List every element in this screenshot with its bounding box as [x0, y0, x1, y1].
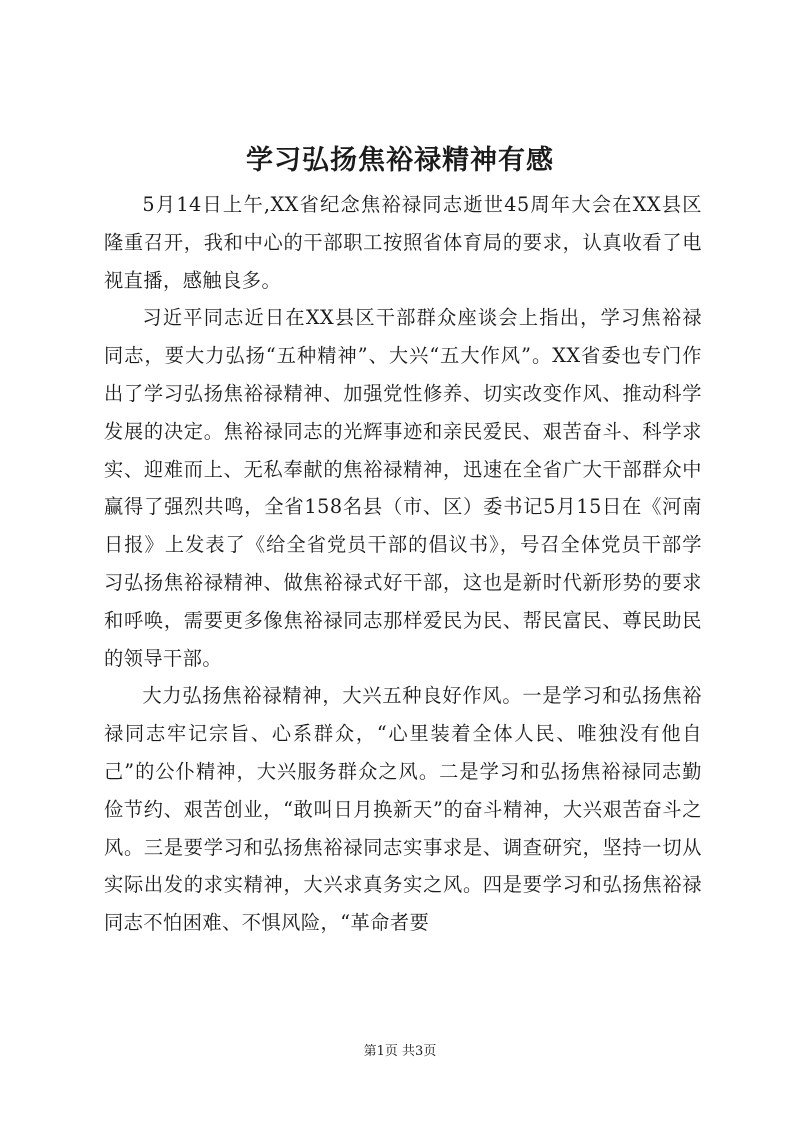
paragraph: 习近平同志近日在XX县区干部群众座谈会上指出，学习焦裕禄同志，要大力弘扬“五种精神”、大兴“五大作风”。XX省委也专门作出了学习弘扬焦裕禄精神、加强党性修养、切实改变作风、推动科学发展的决定。焦裕禄同志的光辉事迹和亲民爱民、艰苦奋斗、科学求实、迎难而上、无私奉献的焦裕禄精神，迅速在全省广大干部群众中赢得了强烈共鸣，全省158名县（市、区）委书记5月15日在《河南日报》上发表了《给全省党员干部的倡议书》，号召全体党员干部学习弘扬焦裕禄精神、做焦裕禄式好干部，这也是新时代新形势的要求和呼唤，需要更多像焦裕禄同志那样爱民为民、帮民富民、尊民助民的领导干部。: [104, 306, 702, 670]
page-number-footer: 第1页 共3页: [363, 1044, 437, 1059]
paragraph: 大力弘扬焦裕禄精神，大兴五种良好作风。一是学习和弘扬焦裕禄同志牢记宗旨、心系群众，“心里装着全体人民、唯独没有他自己”的公仆精神，大兴服务群众之风。二是学习和弘扬焦裕禄同志勤俭节约、艰苦创业，“敢叫日月换新天”的奋斗精神，大兴艰苦奋斗之风。三是要学习和弘扬焦裕禄同志实事求是、调查研究，坚持一切从实际出发的求实精神，大兴求真务实之风。四是要学习和弘扬焦裕禄同志不怕困难、不惧风险，“革命者要: [104, 684, 702, 935]
paragraph: 5月14日上午,XX省纪念焦裕禄同志逝世45周年大会在XX县区隆重召开，我和中心的干部职工按照省体育局的要求，认真收看了电视直播，感触良多。: [104, 193, 702, 292]
document-body: [104, 186, 702, 942]
document-title: 学习弘扬焦裕禄精神有感: [246, 145, 554, 176]
